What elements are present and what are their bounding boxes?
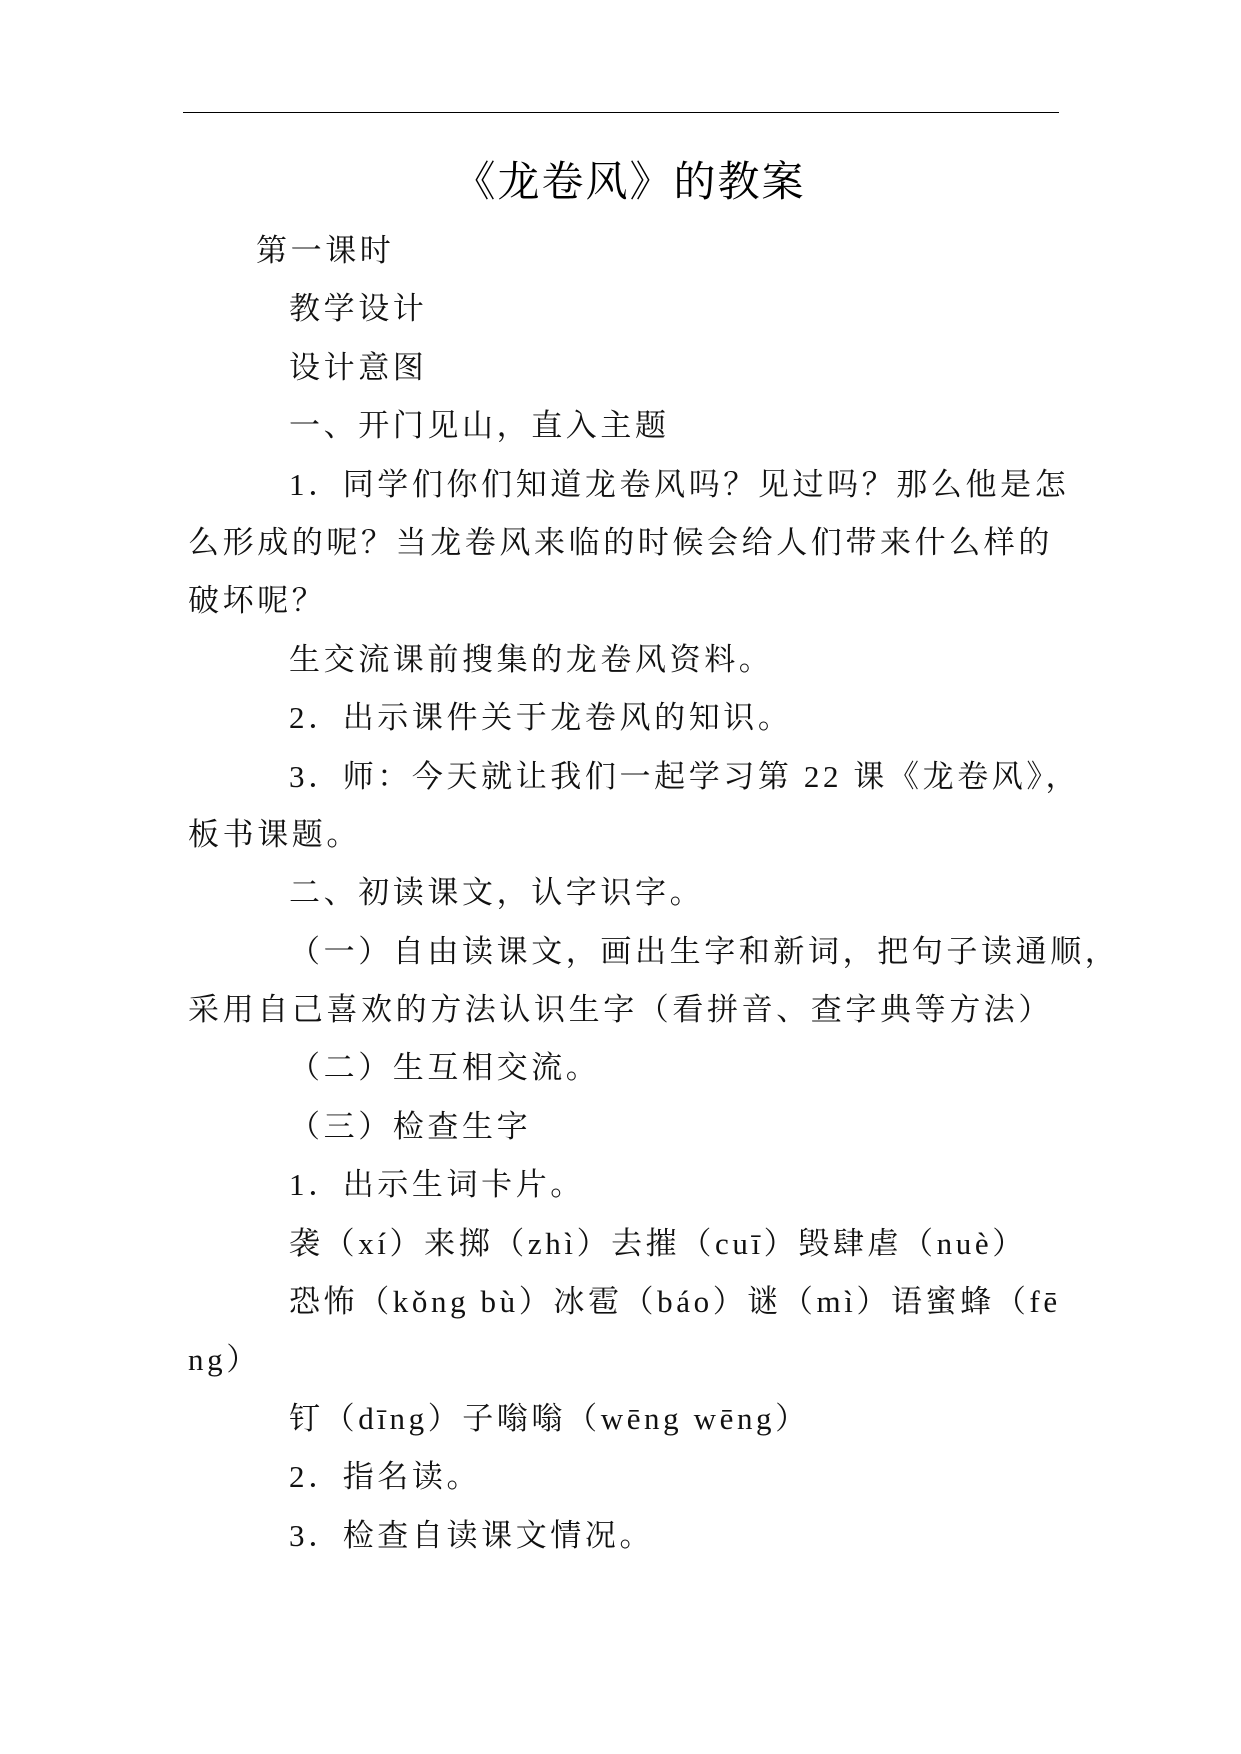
paragraph-line: 3．检查自读课文情况。 (289, 1517, 655, 1553)
paragraph-line: 生交流课前搜集的龙卷风资料。 (289, 641, 774, 677)
paragraph (0, 456, 1241, 631)
paragraph (0, 1273, 1241, 1390)
document-title: 《龙卷风》的教案 (453, 160, 806, 206)
paragraph-line: 2．出示课件关于龙卷风的知识。 (289, 700, 793, 736)
paragraph-line: 3．师：今天就让我们一起学习第 22 课《龙卷风》， (289, 758, 1081, 794)
paragraph-line: 板书课题。 (188, 816, 361, 852)
paragraph-line: 2．指名读。 (289, 1459, 482, 1495)
paragraph (0, 1507, 1241, 1565)
section-label-design-intent: 设计意图 (289, 349, 428, 385)
vocabulary-line: ng） (188, 1342, 261, 1378)
paragraph-line: （三）检查生字 (289, 1108, 532, 1144)
paragraph (0, 339, 1241, 397)
header-rule (183, 112, 1059, 113)
paragraph (0, 1390, 1241, 1448)
paragraph-line: 1．同学们你们知道龙卷风吗？见过吗？那么他是怎 (289, 466, 1070, 502)
section-label-teaching-design: 教学设计 (289, 291, 428, 327)
paragraph-line: （二）生互相交流。 (289, 1050, 601, 1086)
paragraph-line: 1．出示生词卡片。 (289, 1167, 585, 1203)
paragraph (0, 1098, 1241, 1156)
vocabulary-line: 钉（dīng）子嗡嗡（wēng wēng） (289, 1400, 810, 1436)
document-body (0, 222, 1241, 1565)
paragraph (0, 1156, 1241, 1214)
section-heading-2: 二、初读课文，认字识字。 (289, 875, 705, 911)
vocabulary-line: 袭（xí）来掷（zhì）去摧（cuī）毁肆虐（nuè） (289, 1225, 1027, 1261)
paragraph-line: 破坏呢？ (188, 583, 327, 619)
section-heading-1: 一、开门见山，直入主题 (289, 408, 670, 444)
paragraph-line: （一）自由读课文，画出生字和新词，把句子读通顺， (289, 933, 1120, 969)
paragraph (0, 864, 1241, 922)
paragraph-line: 么形成的呢？当龙卷风来临的时候会给人们带来什么样的 (188, 524, 1053, 560)
paragraph (0, 748, 1241, 865)
paragraph (0, 631, 1241, 689)
paragraph (0, 280, 1241, 338)
paragraph (0, 689, 1241, 747)
paragraph (0, 1215, 1241, 1273)
paragraph-line: 采用自己喜欢的方法认识生字（看拼音、查字典等方法） (188, 992, 1053, 1028)
vocabulary-line: 恐怖（kǒng bù）冰雹（báo）谜（mì）语蜜蜂（fē (289, 1284, 1061, 1320)
lesson-period: 第一课时 (256, 233, 395, 268)
paragraph (0, 397, 1241, 455)
paragraph (0, 222, 1241, 280)
paragraph (0, 923, 1241, 1040)
paragraph (0, 1448, 1241, 1506)
paragraph (0, 1039, 1241, 1097)
